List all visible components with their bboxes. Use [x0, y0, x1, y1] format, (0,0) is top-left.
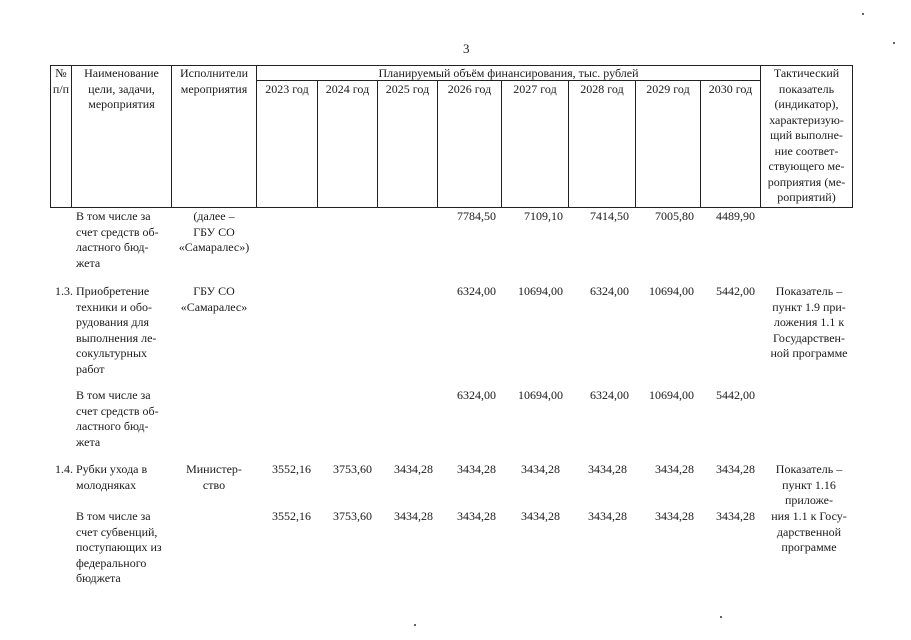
- table-right-border: [852, 65, 853, 208]
- value-2030: 3434,28: [716, 462, 755, 476]
- row-num: 1.4.: [55, 462, 73, 476]
- col-divider-2023: [317, 80, 318, 208]
- value-2029: 3434,28: [655, 462, 694, 476]
- scan-speck: [893, 42, 895, 44]
- header-year-2030: 2030 год: [708, 82, 753, 96]
- row-name: Приобретение техники и обо- рудования для выполнения ле- сокультурных работ: [76, 284, 157, 376]
- row-executor: ГБУ СО «Самаралес»: [180, 284, 248, 314]
- col-divider-2026: [501, 80, 502, 208]
- row-indicator: Показатель – пункт 1.9 при- ложения 1.1 к Государствен- ной программе: [770, 284, 848, 360]
- header-year-2025: 2025 год: [385, 82, 430, 96]
- header-indicator: Тактический показатель (индикатор), характеризую- щий выполне- ние соответ- ствующего ме- роприятия (ме- роприятий): [767, 66, 846, 204]
- header-year-2028: 2028 год: [580, 82, 624, 96]
- value-2028: 7414,50: [590, 209, 629, 223]
- value-2027: 3434,28: [521, 462, 560, 476]
- row-indicator: Показатель – пункт 1.16 приложе-: [775, 462, 843, 507]
- value-2026: 3434,28: [457, 509, 496, 523]
- value-2030: 5442,00: [716, 388, 755, 402]
- row-indicator: ния 1.1 к Госу- дарственной программе: [771, 509, 847, 554]
- value-2029: 10694,00: [649, 284, 694, 298]
- value-2026: 6324,00: [457, 388, 496, 402]
- row-num: 1.3.: [55, 284, 73, 298]
- value-2030: 3434,28: [716, 509, 755, 523]
- header-financing: Планируемый объём финансирования, тыс. рублей: [378, 66, 639, 80]
- value-2028: 3434,28: [588, 462, 627, 476]
- col-divider-2029: [700, 80, 701, 208]
- value-2028: 6324,00: [590, 284, 629, 298]
- value-2029: 3434,28: [655, 509, 694, 523]
- header-name: Наименование цели, задачи, мероприятия: [84, 66, 159, 111]
- value-2028: 3434,28: [588, 509, 627, 523]
- row-name: В том числе за счет субвенций, поступающих из федерального бюджета: [76, 509, 162, 585]
- row-name: В том числе за счет средств об- ластного бюд- жета: [76, 209, 159, 270]
- value-2026: 6324,00: [457, 284, 496, 298]
- header-executors: Исполнители мероприятия: [179, 66, 249, 96]
- row-executor: (далее – ГБУ СО «Самаралес»): [178, 209, 250, 254]
- row-name: Рубки ухода в молодняках: [76, 462, 148, 492]
- header-year-2024: 2024 год: [325, 82, 370, 96]
- scan-speck: [414, 624, 416, 626]
- value-2029: 10694,00: [649, 388, 694, 402]
- value-2027: 3434,28: [521, 509, 560, 523]
- scan-speck: [862, 13, 864, 15]
- header-year-2023: 2023 год: [265, 82, 309, 96]
- value-2027: 10694,00: [518, 284, 563, 298]
- value-2030: 4489,90: [716, 209, 755, 223]
- header-num: № п/п: [52, 66, 70, 96]
- col-divider-2025: [437, 80, 438, 208]
- value-2023: 3552,16: [272, 462, 311, 476]
- scan-speck: [720, 616, 722, 618]
- col-divider-2028: [635, 80, 636, 208]
- value-2027: 7109,10: [524, 209, 563, 223]
- value-2030: 5442,00: [716, 284, 755, 298]
- header-year-2029: 2029 год: [646, 82, 690, 96]
- row-name: В том числе за счет средств об- ластного бюд- жета: [76, 388, 159, 449]
- value-2026: 7784,50: [457, 209, 496, 223]
- value-2025: 3434,28: [394, 509, 433, 523]
- value-2029: 7005,80: [655, 209, 694, 223]
- value-2023: 3552,16: [272, 509, 311, 523]
- col-divider-2027: [568, 80, 569, 208]
- value-2025: 3434,28: [394, 462, 433, 476]
- value-2024: 3753,60: [333, 509, 372, 523]
- value-2028: 6324,00: [590, 388, 629, 402]
- col-divider-2024: [377, 80, 378, 208]
- header-year-2026: 2026 год: [447, 82, 492, 96]
- row-executor: Министер- ство: [186, 462, 242, 492]
- value-2024: 3753,60: [333, 462, 372, 476]
- value-2027: 10694,00: [518, 388, 563, 402]
- value-2026: 3434,28: [457, 462, 496, 476]
- page-number: 3: [463, 41, 470, 56]
- header-year-2027: 2027 год: [513, 82, 557, 96]
